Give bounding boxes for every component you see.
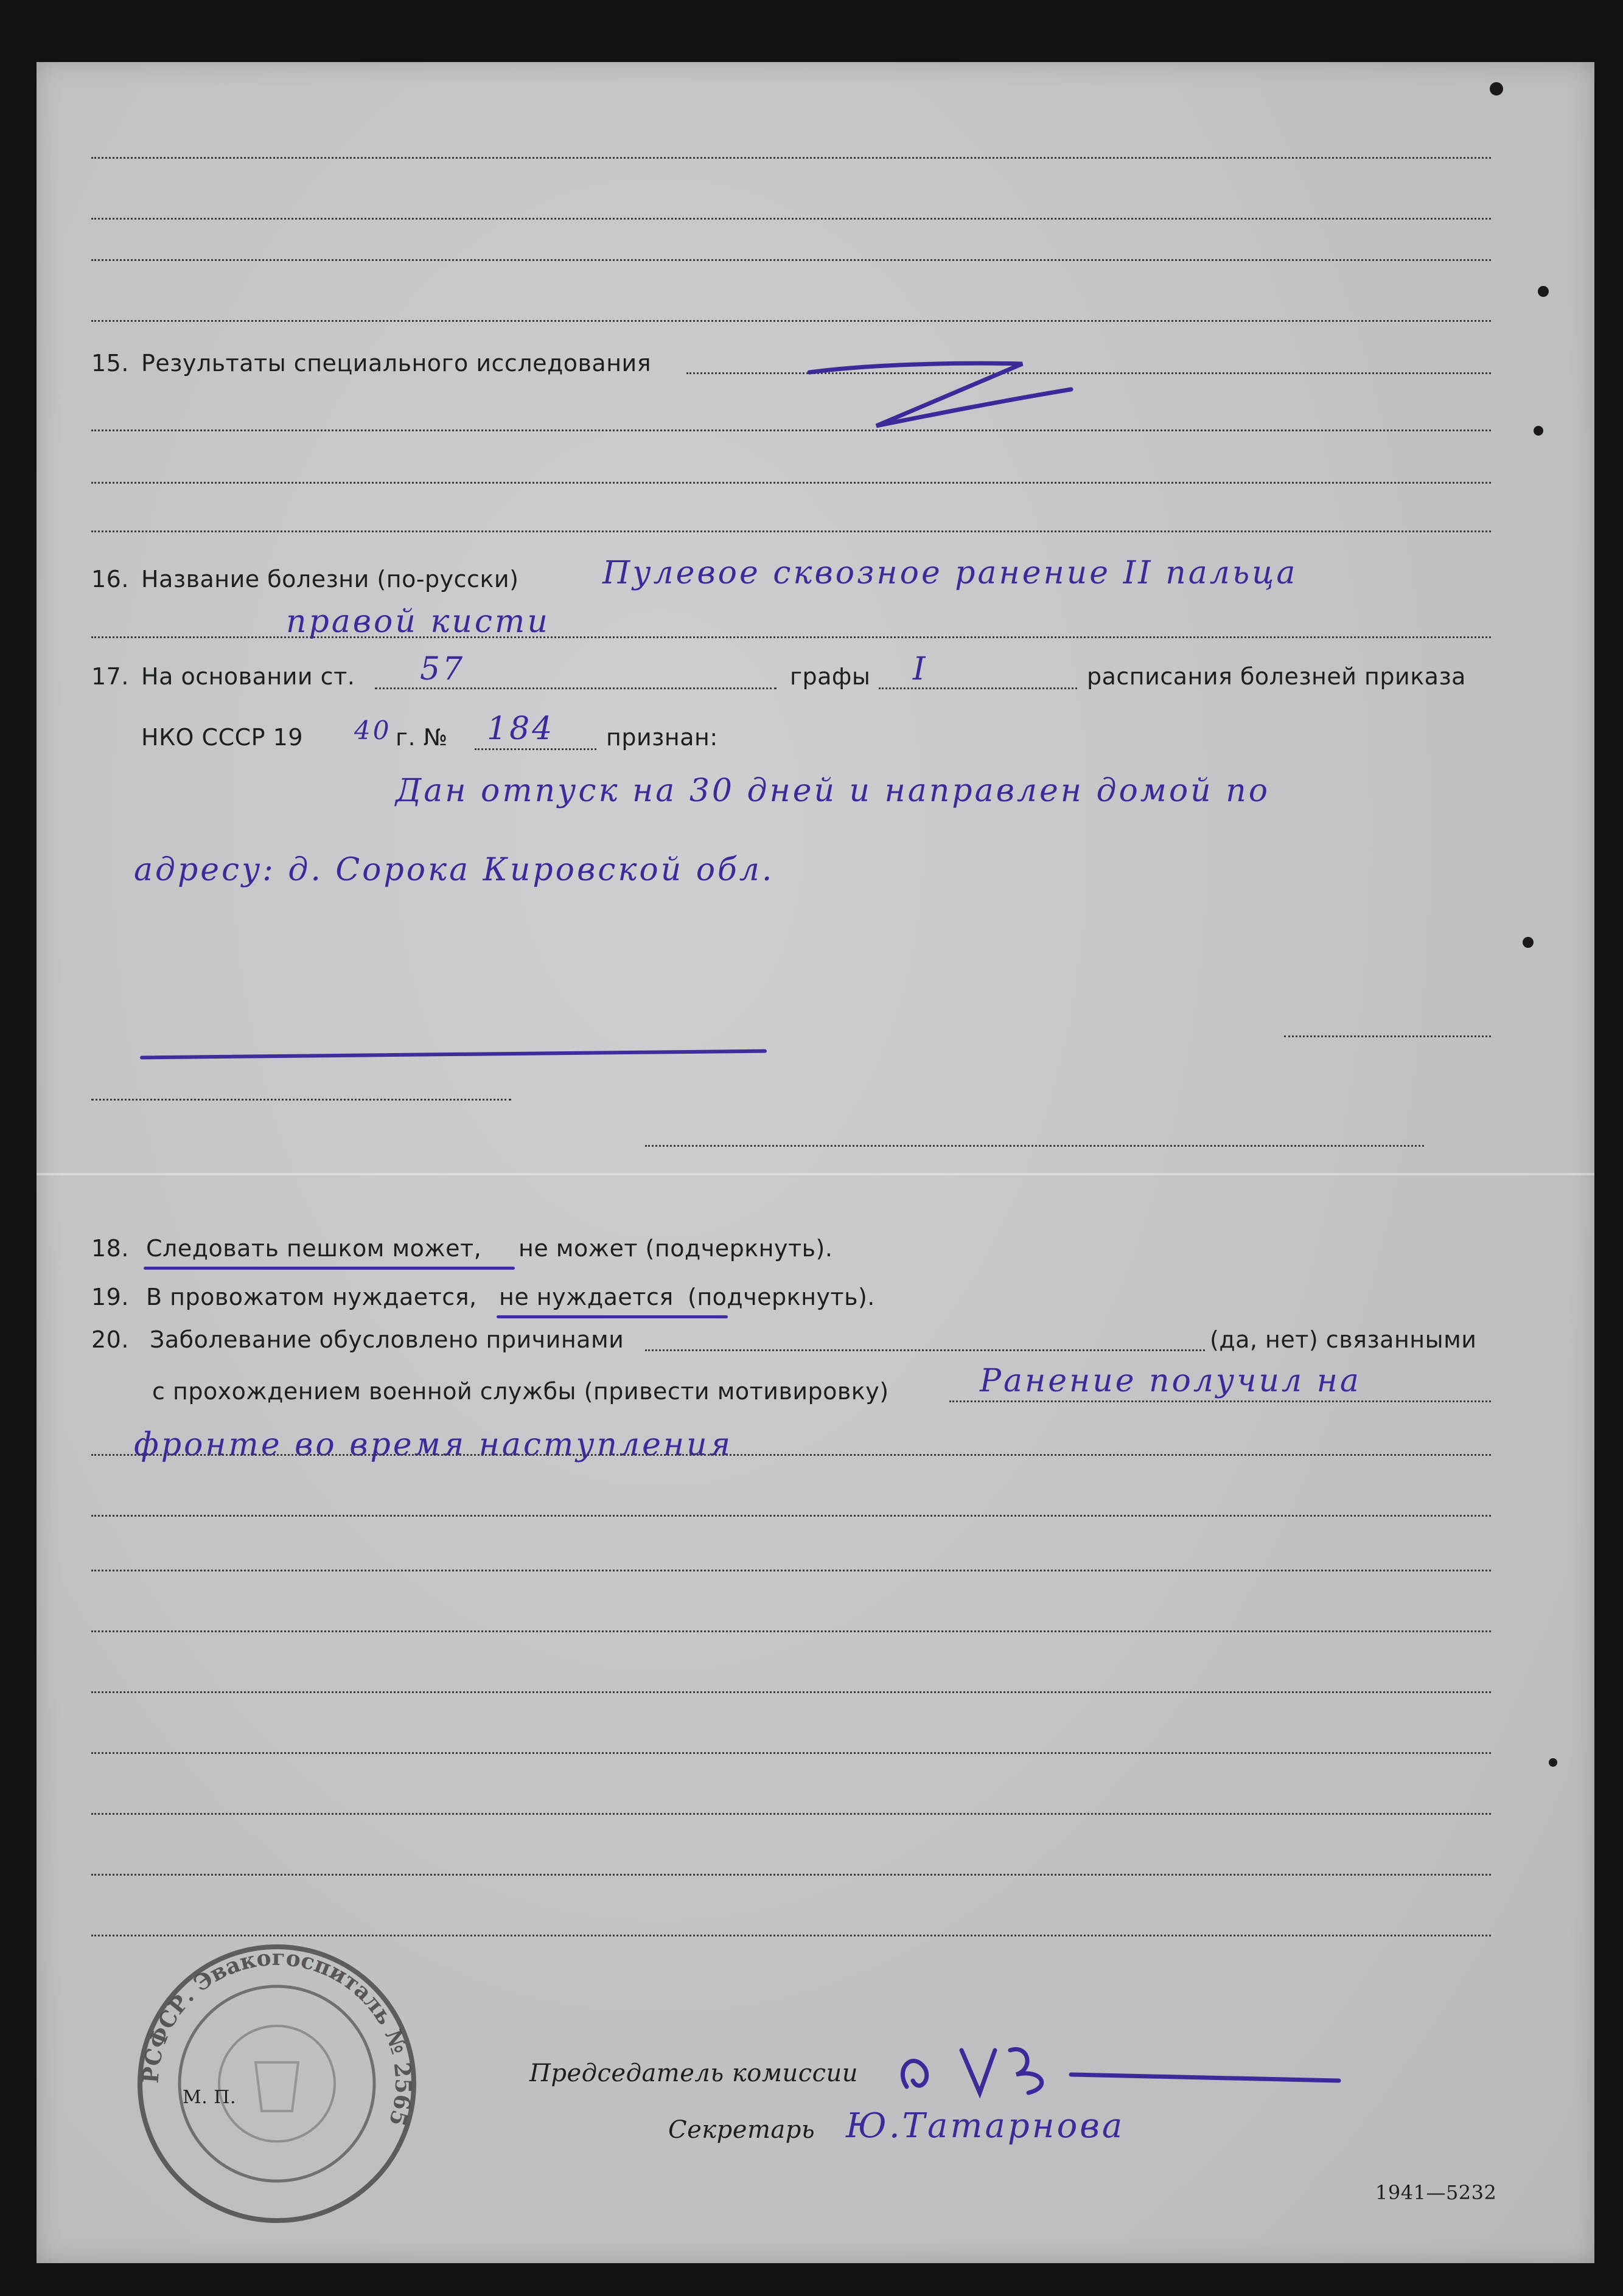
- ruled-line: [91, 1752, 1491, 1754]
- order-g-label: г. №: [396, 724, 448, 751]
- walk-can: Следовать пешком может,: [146, 1235, 482, 1262]
- grafa-number: I: [913, 651, 928, 687]
- escort-not-needed: не нуждается: [499, 1284, 674, 1310]
- order-year: 40: [354, 715, 392, 745]
- item-15-label: Результаты специального исследования: [141, 350, 652, 377]
- ruled-line: [91, 1515, 1491, 1517]
- decision-line-1: Дан отпуск на 30 дней и направлен домой по: [396, 773, 1270, 809]
- item-17-number: 17.: [91, 663, 129, 690]
- article-number: 57: [420, 651, 466, 687]
- chair-signature: [888, 2032, 1375, 2105]
- recognized-label: признан:: [606, 724, 718, 751]
- ruled-line: [91, 531, 1491, 532]
- stamp-text: РСФСР. Эвакогоспиталь № 2565: [138, 1944, 416, 2129]
- item-16-number: 16.: [91, 566, 129, 593]
- print-code: 1941—5232: [1375, 2181, 1497, 2204]
- climate-line-2: [91, 1099, 511, 1101]
- item-18-number: 18.: [91, 1235, 129, 1262]
- ruled-line: [91, 1935, 1491, 1936]
- diagnosis-line-2: правой кисти: [286, 604, 550, 640]
- secretary-label: Секретарь: [668, 2116, 815, 2144]
- walk-cannot: не может (подчеркнуть).: [518, 1235, 833, 1262]
- ruled-line: [91, 1630, 1491, 1632]
- service-label: с прохождением военной службы (привести мотивировку): [152, 1378, 889, 1405]
- ruled-line: [91, 482, 1491, 484]
- ruled-line: [91, 1874, 1491, 1876]
- escort-underline: [497, 1315, 728, 1318]
- item-20-number: 20.: [91, 1326, 129, 1353]
- stamp-mp-label: М. П.: [183, 2087, 236, 2108]
- item-19-number: 19.: [91, 1284, 129, 1310]
- diagnosis-line-1: Пулевое сквозное ранение II пальца: [602, 555, 1298, 591]
- chair-label: Председатель комиссии: [529, 2059, 859, 2087]
- item-16-label: Название болезни (по-русски): [141, 566, 519, 593]
- decision-line-2: адресу: д. Сорока Кировской обл.: [134, 852, 775, 888]
- ruled-line: [91, 1691, 1491, 1693]
- climate-line: [1284, 1035, 1491, 1037]
- ruled-line: [91, 1454, 1491, 1456]
- schedule-label: расписания болезней приказа: [1087, 663, 1466, 690]
- walk-underline: [144, 1267, 515, 1270]
- round-stamp: [134, 1941, 420, 2227]
- ruled-line: [91, 1570, 1491, 1571]
- cause-line: [645, 1349, 1205, 1351]
- secretary-signature: Ю.Татарнова: [846, 2106, 1125, 2146]
- motivation-line-1: Ранение получил на: [980, 1363, 1361, 1399]
- order-label: НКО СССР 19: [141, 724, 303, 751]
- escort-note: (подчеркнуть).: [688, 1284, 875, 1310]
- service-line: [949, 1400, 1491, 1402]
- grafa-line: [879, 687, 1077, 689]
- item-17-label: На основании ст.: [141, 663, 355, 690]
- motivation-line-2: фронте во время наступления: [134, 1427, 733, 1463]
- ruled-line: [91, 1813, 1491, 1815]
- escort-needed: В провожатом нуждается,: [146, 1284, 477, 1310]
- article-line: [375, 687, 777, 689]
- rest-line: [645, 1145, 1424, 1147]
- item-15-number: 15.: [91, 350, 129, 377]
- ruled-line: [91, 430, 1491, 431]
- grafa-label: графы: [790, 663, 871, 690]
- order-number: 184: [487, 711, 555, 747]
- order-number-line: [475, 748, 596, 750]
- cause-label: Заболевание обусловлено причинами: [150, 1326, 624, 1353]
- yes-no-label: (да, нет) связанными: [1210, 1326, 1477, 1353]
